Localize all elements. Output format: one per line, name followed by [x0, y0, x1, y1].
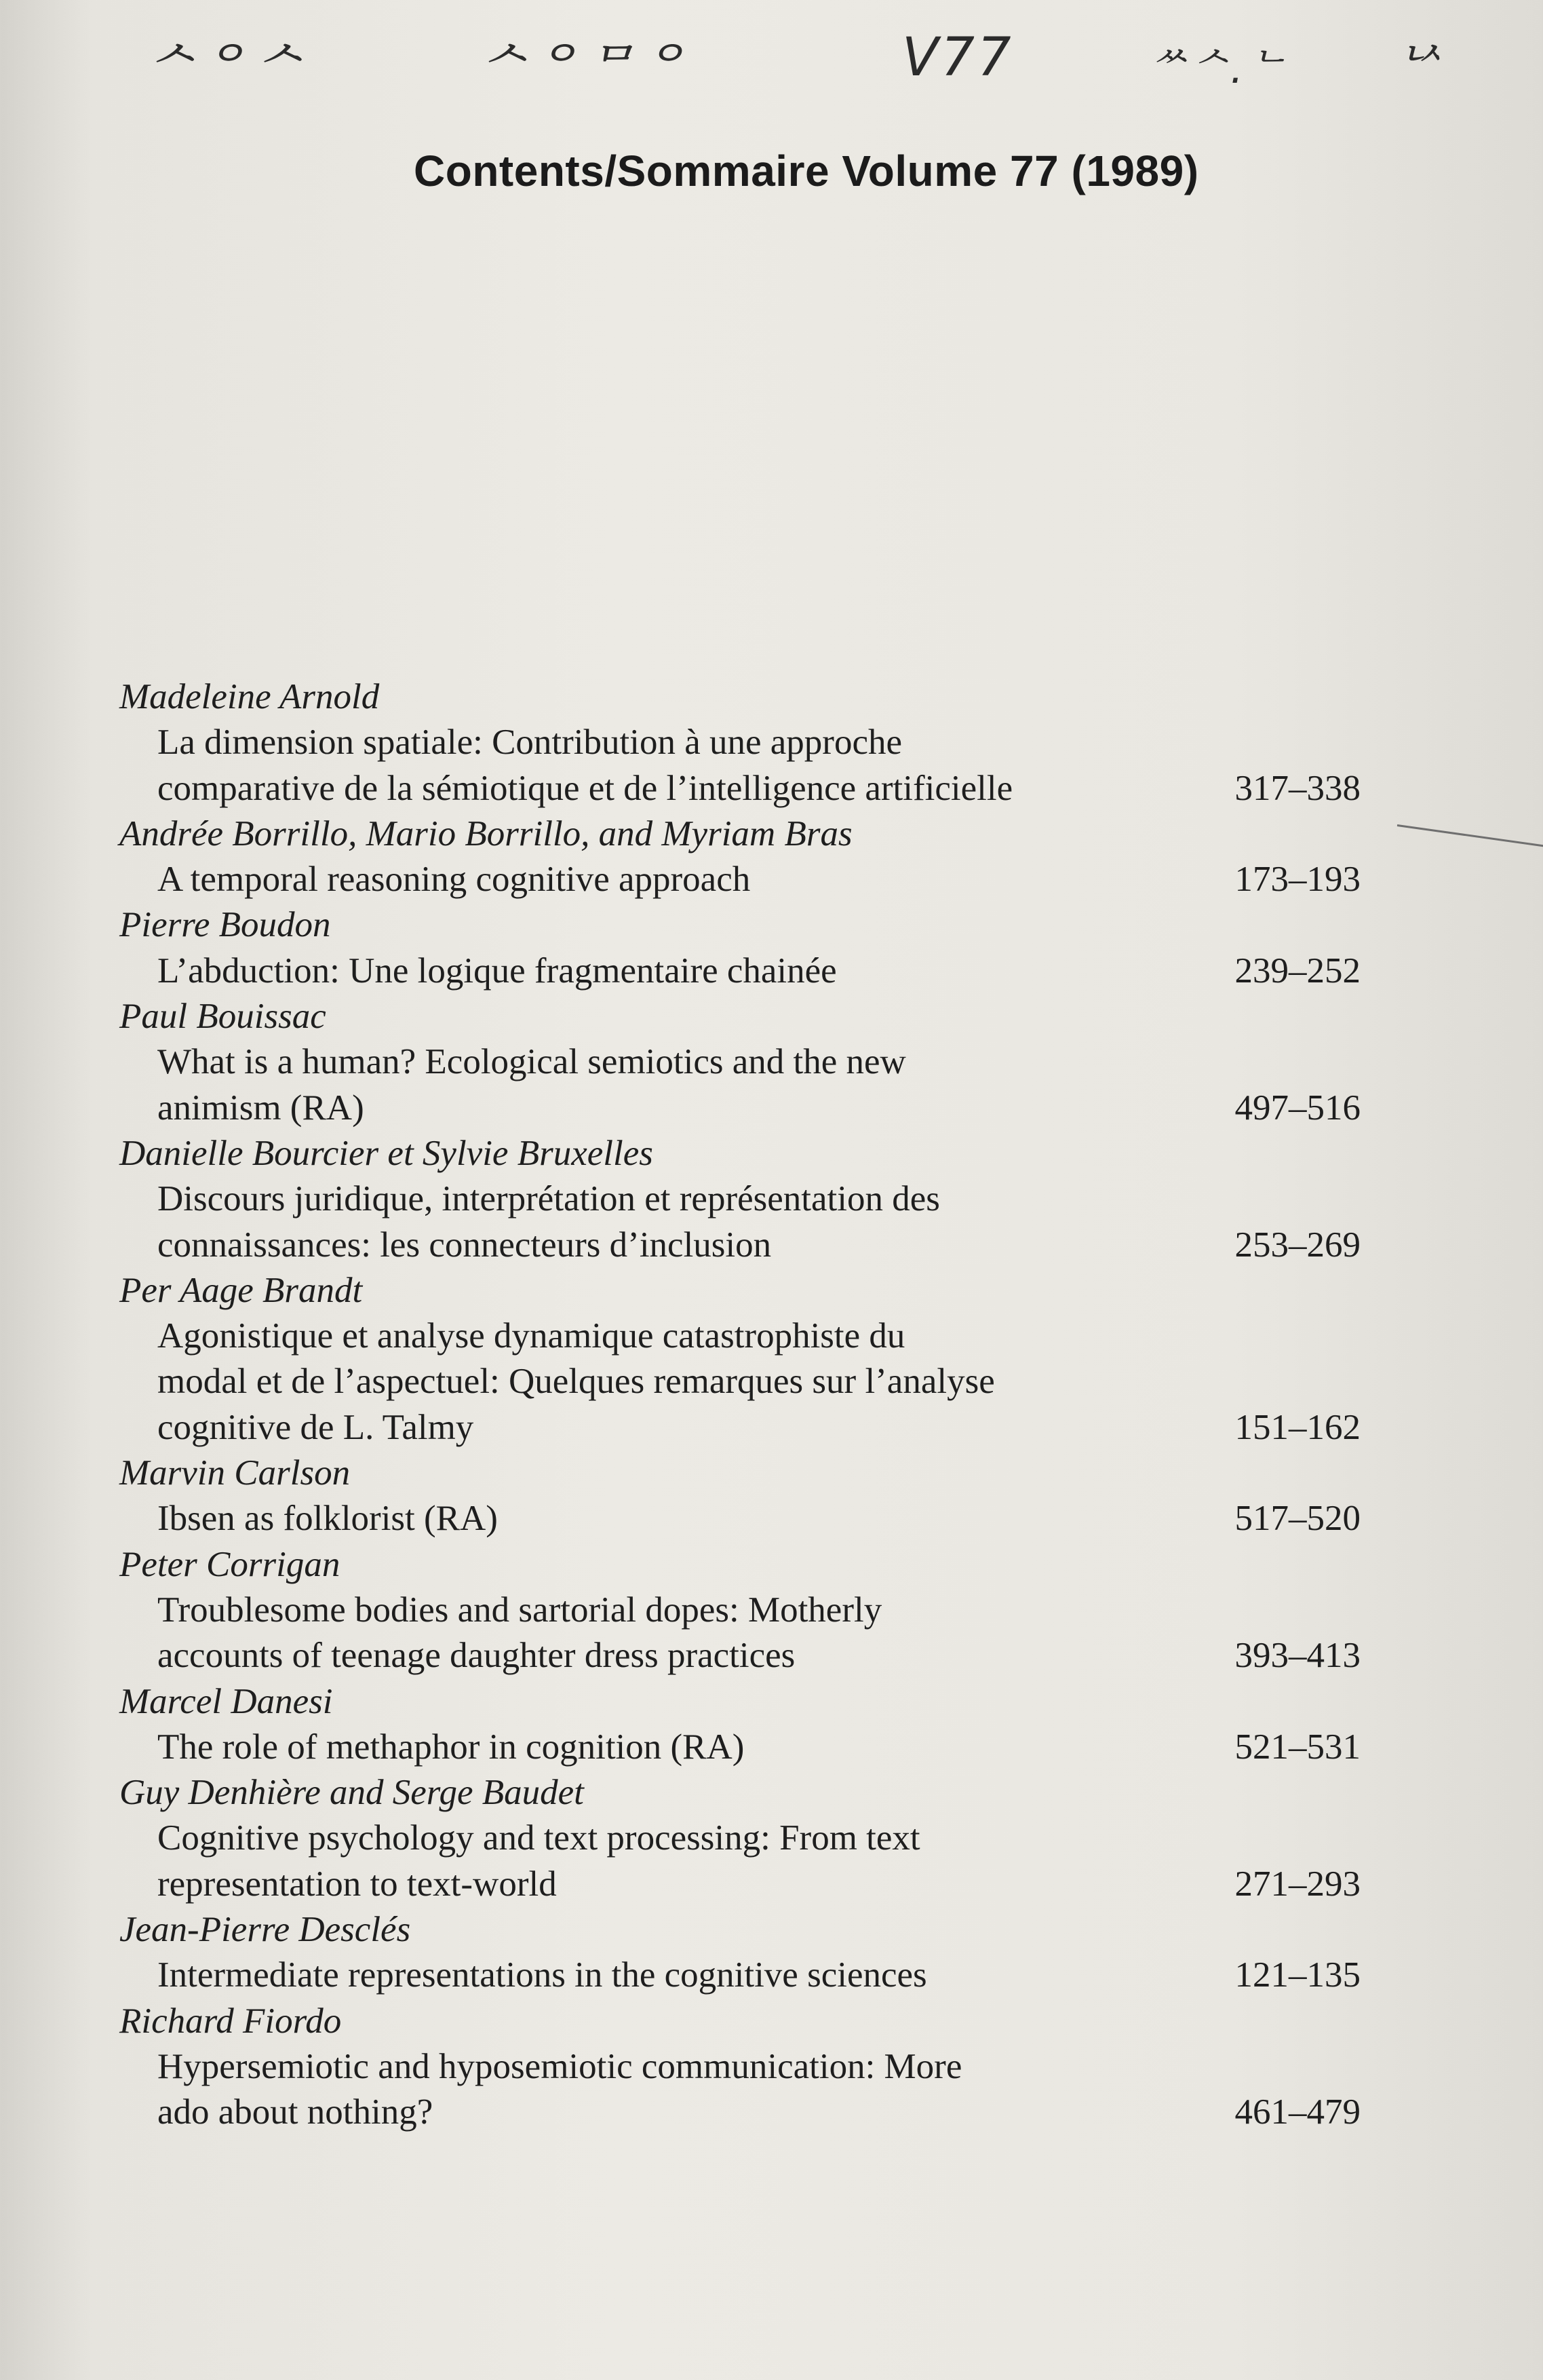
entry-title [157, 948, 1205, 994]
page-title: Contents/Sommaire Volume 77 (1989) [414, 147, 1199, 195]
entry-title [157, 1313, 1205, 1451]
entry-title-line: What is a human? Ecological semiotics and the new [157, 1042, 906, 1082]
entry-author: Peter Corrigan [119, 1544, 340, 1584]
contents-entry [119, 1268, 1361, 1451]
entry-author: Richard Fiordo [119, 2001, 342, 2041]
entry-pages: 271–293 [1234, 1864, 1361, 1904]
entry-pages: 173–193 [1234, 860, 1361, 900]
entry-author: Per Aage Brandt [119, 1270, 363, 1310]
contents-entry [119, 811, 1361, 903]
entry-title-line: Ibsen as folklorist (RA) [157, 1499, 498, 1539]
entry-work [119, 1588, 1361, 1679]
entry-title [157, 1725, 1205, 1770]
entry-title [157, 1496, 1205, 1541]
entry-work [119, 1953, 1361, 1998]
entry-title-line: Intermediate representations in the cognitive sciences [157, 1955, 927, 1995]
contents-entry [119, 1679, 1361, 1771]
entry-pages: 151–162 [1234, 1407, 1361, 1447]
entry-title-line: animism (RA) [157, 1088, 364, 1128]
handwritten-mark: ᄊᄉ.ᄂ [1146, 45, 1288, 93]
entry-pages: 461–479 [1234, 2092, 1361, 2132]
entry-work [119, 1039, 1361, 1131]
entry-pages: 517–520 [1234, 1499, 1361, 1539]
entry-title-line: A temporal reasoning cognitive approach [157, 860, 751, 900]
entry-title-line: Cognitive psychology and text processing: From text [157, 1818, 920, 1858]
entry-title [157, 1176, 1205, 1268]
entry-pages: 239–252 [1234, 951, 1361, 991]
contents-entry [119, 1999, 1361, 2136]
entry-pages: 393–413 [1234, 1636, 1361, 1676]
handwritten-mark: V77 [902, 27, 1014, 88]
contents-entry [119, 1907, 1361, 1999]
pencil-stroke [1397, 824, 1543, 847]
entry-title-line: La dimension spatiale: Contribution à une approche [157, 723, 902, 763]
entry-author: Guy Denhière and Serge Baudet [119, 1773, 584, 1813]
entry-author: Paul Bouissac [119, 997, 326, 1037]
entry-title-line: comparative de la sémiotique et de l’intelligence artificielle [157, 768, 1013, 808]
entry-author: Madeleine Arnold [119, 677, 380, 716]
entry-work [119, 1816, 1361, 1907]
entry-title [157, 1588, 1205, 1679]
contents-entry [119, 1542, 1361, 1679]
entry-work [119, 1725, 1361, 1770]
entry-title [157, 1039, 1205, 1131]
entry-pages: 253–269 [1234, 1225, 1361, 1265]
contents-list [119, 674, 1361, 2136]
entry-author: Danielle Bourcier et Sylvie Bruxelles [119, 1133, 653, 1173]
entry-pages: 317–338 [1234, 768, 1361, 808]
entry-work [119, 857, 1361, 902]
entry-title-line: modal et de l’aspectuel: Quelques remarques sur l’analyse [157, 1362, 995, 1402]
entry-author: Jean-Pierre Desclés [119, 1910, 411, 1950]
entry-title-line: representation to text-world [157, 1864, 557, 1904]
contents-entry [119, 674, 1361, 811]
entry-work [119, 1313, 1361, 1451]
entry-author: Pierre Boudon [119, 905, 331, 945]
contents-entry [119, 1131, 1361, 1268]
entry-author: Marvin Carlson [119, 1453, 351, 1493]
handwritten-mark: ᄉᄋᄉ [142, 39, 305, 100]
entry-title [157, 720, 1205, 811]
entry-work [119, 948, 1361, 994]
entry-title-line: The role of methaphor in cognition (RA) [157, 1727, 745, 1767]
entry-title-line: Discours juridique, interprétation et représentation des [157, 1179, 940, 1219]
entry-work [119, 720, 1361, 811]
handwritten-annotations [0, 27, 1543, 109]
entry-title-line: cognitive de L. Talmy [157, 1407, 474, 1447]
entry-work [119, 1496, 1361, 1541]
entry-title-line: connaissances: les connecteurs d’inclusion [157, 1225, 772, 1265]
contents-entry [119, 1770, 1361, 1907]
entry-title [157, 1953, 1205, 1998]
entry-pages: 497–516 [1234, 1088, 1361, 1128]
handwritten-mark: ᄉᄋᄆᄋ [475, 39, 690, 100]
entry-title [157, 2044, 1205, 2136]
entry-author: Andrée Borrillo, Mario Borrillo, and Myriam Bras [119, 813, 853, 853]
entry-author: Marcel Danesi [119, 1681, 333, 1721]
entry-pages: 121–135 [1234, 1955, 1361, 1995]
contents-entry [119, 994, 1361, 1131]
entry-title [157, 857, 1205, 902]
contents-entry [119, 902, 1361, 994]
entry-title-line: L’abduction: Une logique fragmentaire chainée [157, 951, 837, 991]
entry-work [119, 1176, 1361, 1268]
entry-title-line: Hypersemiotic and hyposemiotic communication: More [157, 2046, 962, 2086]
entry-title [157, 1816, 1205, 1907]
entry-title-line: ado about nothing? [157, 2092, 433, 2132]
entry-title-line: Troublesome bodies and sartorial dopes: Motherly [157, 1590, 882, 1630]
entry-work [119, 2044, 1361, 2136]
handwritten-mark: ᄂᄉ [1390, 39, 1445, 100]
contents-entry [119, 1451, 1361, 1542]
entry-title-line: Agonistique et analyse dynamique catastrophiste du [157, 1316, 905, 1356]
entry-pages: 521–531 [1234, 1727, 1361, 1767]
entry-title-line: accounts of teenage daughter dress practices [157, 1636, 796, 1676]
